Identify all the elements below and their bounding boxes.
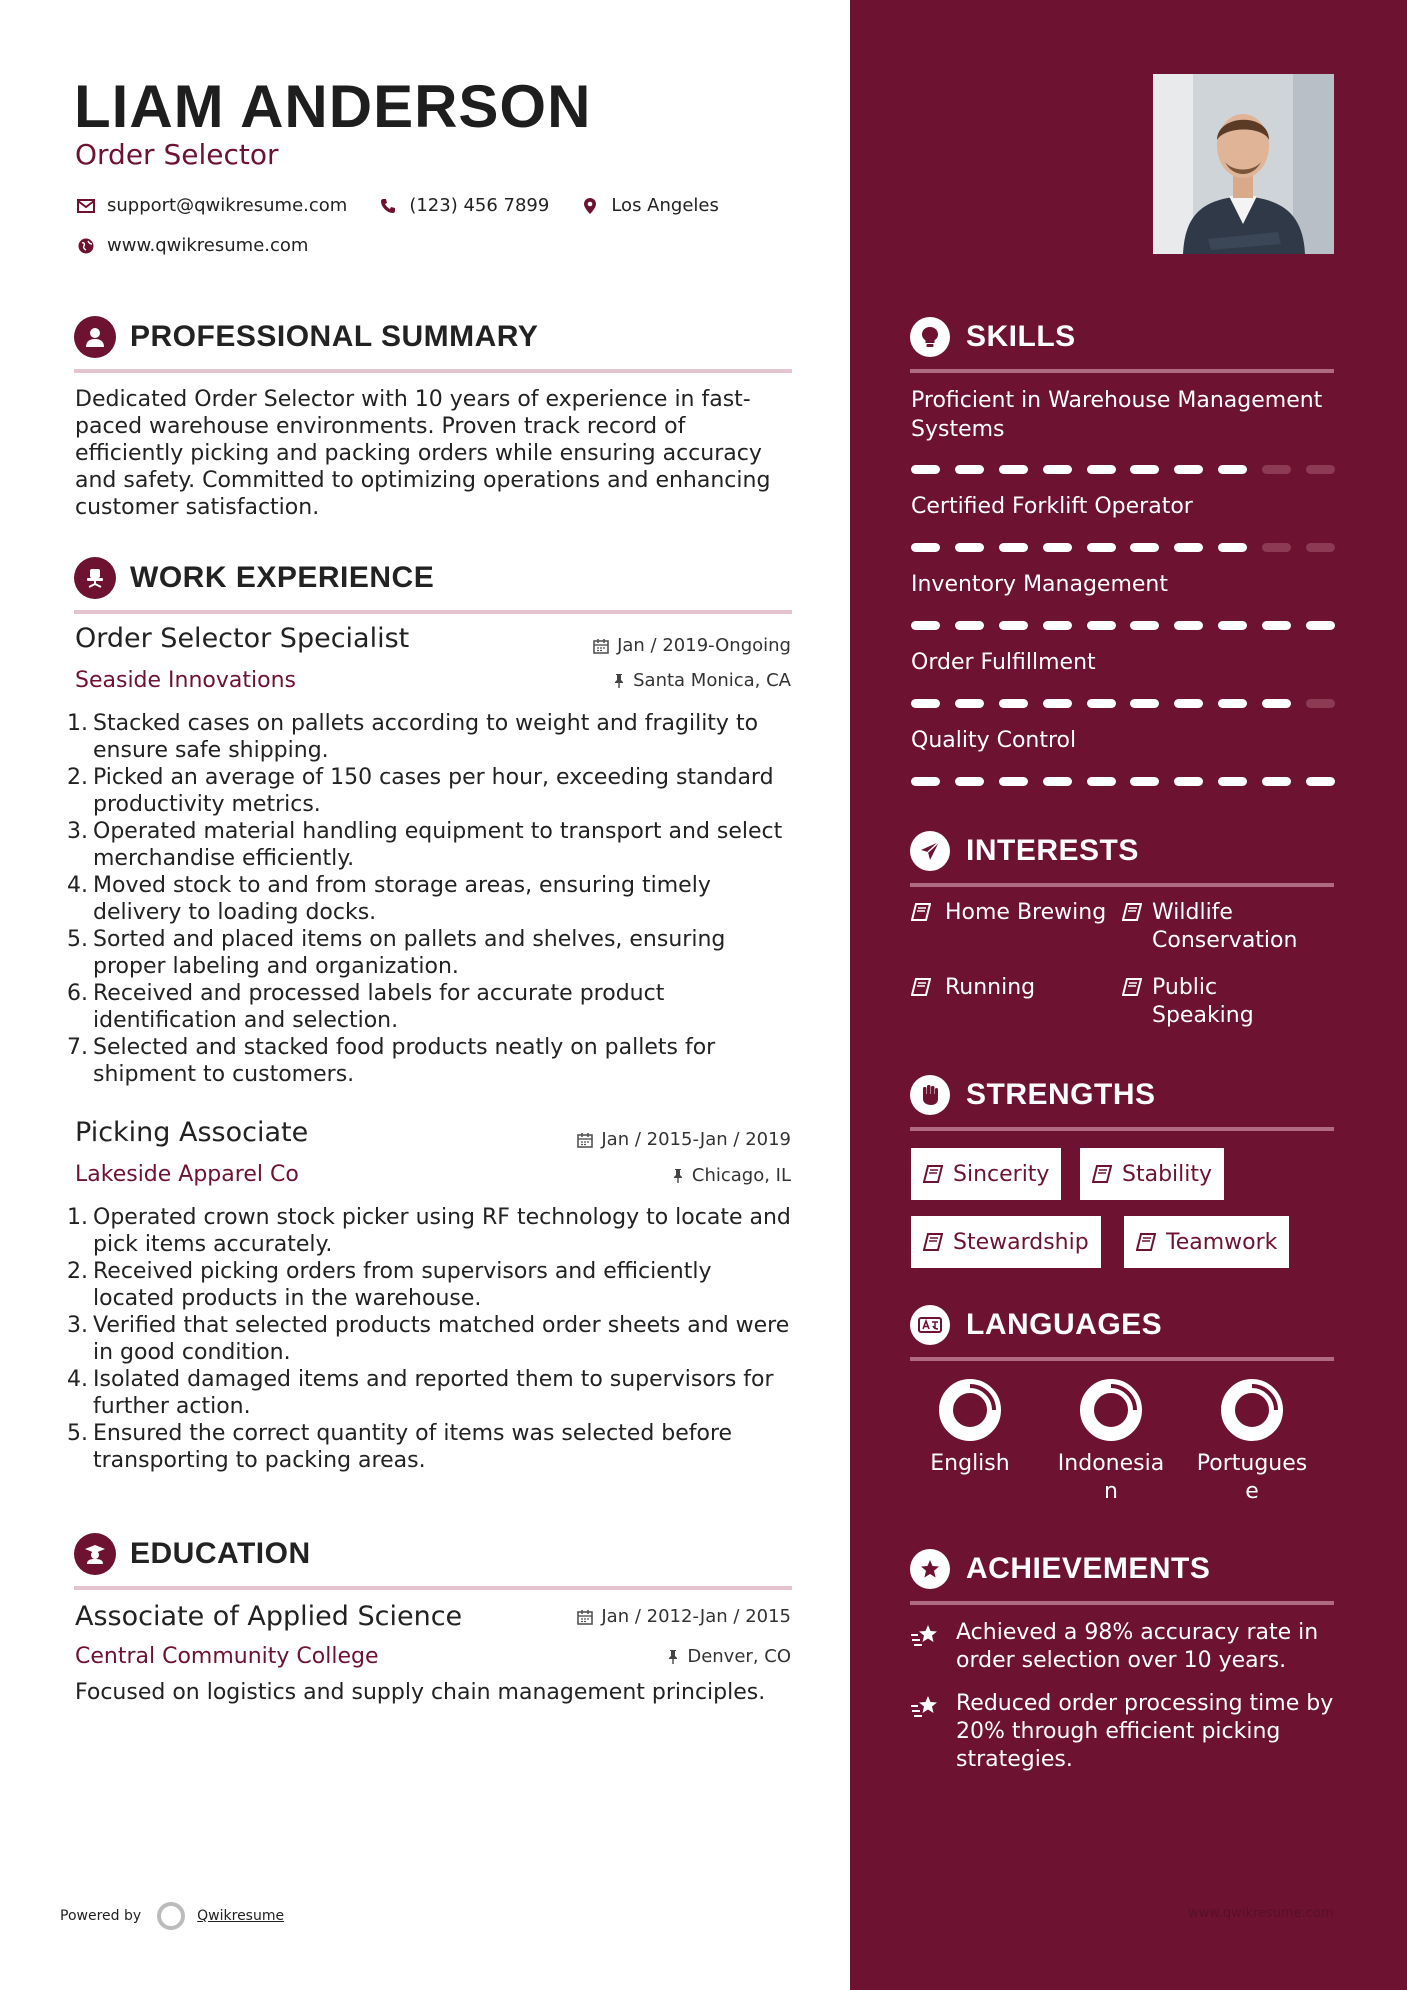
section-divider [74, 610, 792, 614]
skill-level-segment [1218, 621, 1247, 630]
education-section [74, 1532, 792, 1590]
interest-item [1122, 899, 1337, 955]
skill-level-segment [955, 465, 984, 474]
education-dates-text: Jan / 2012-Jan / 2015 [601, 1606, 791, 1627]
skill-level-segment [1218, 777, 1247, 786]
strengths-heading: STRENGTHS [966, 1078, 1156, 1111]
summary-text: Dedicated Order Selector with 10 years of experience in fast-paced warehouse environments. Proven track record of efficiently picking and packing orders while ensuring accuracy and safety. Committed to optimizing operations and enhancing customer satisfaction. [75, 387, 771, 520]
skill-level-segment [1262, 777, 1291, 786]
skill-level-segment [1087, 699, 1116, 708]
summary-section [74, 315, 792, 373]
job-2-dates [577, 1129, 791, 1150]
lightbulb-icon [910, 317, 950, 357]
list-item: 4. Isolated damaged items and reported them to supervisors for further action. [67, 1367, 774, 1419]
achievement-text: Achieved a 98% accuracy rate in order selection over 10 years. [956, 1620, 1319, 1673]
language-proficiency-ring [938, 1378, 1002, 1442]
bullet-text: Received picking orders from supervisors and efficiently located products in the warehouse. [93, 1259, 712, 1311]
bullet-text: Picked an average of 150 cases per hour, exceeding standard productivity metrics. [93, 765, 774, 817]
list-item: 4. Moved stock to and from storage areas, ensuring timely delivery to loading docks. [67, 873, 711, 925]
phone-icon [377, 198, 399, 214]
list-item: 2. Received picking orders from supervisors and efficiently located products in the warehouse. [67, 1259, 712, 1311]
book-icon [923, 1233, 943, 1251]
strength-label: Stability [1122, 1161, 1213, 1187]
skill-level-segment [1262, 699, 1291, 708]
skill-level-segment [955, 777, 984, 786]
skill-level-segment [1306, 621, 1335, 630]
pushpin-icon [667, 1649, 679, 1665]
job-2-title: Picking Associate [75, 1117, 309, 1148]
skill-2-level [911, 543, 1335, 552]
powered-by-label: Powered by [60, 1908, 142, 1924]
list-item: 1. Operated crown stock picker using RF technology to locate and pick items accurately. [67, 1205, 791, 1257]
pushpin-icon [613, 673, 625, 689]
skill-level-segment [1174, 465, 1203, 474]
strengths-section [910, 1073, 1334, 1131]
achievements-heading: ACHIEVEMENTS [966, 1552, 1211, 1585]
school-name: Central Community College [75, 1644, 379, 1669]
skill-level-segment [1043, 699, 1072, 708]
bullet-text: Selected and stacked food products neatly on pallets for shipment to customers. [93, 1035, 716, 1087]
skill-3-level [911, 621, 1335, 630]
user-icon [74, 316, 116, 358]
skill-level-segment [1306, 465, 1335, 474]
strength-label: Stewardship [953, 1229, 1089, 1255]
strength-chip [1124, 1216, 1289, 1268]
bullet-text: Operated crown stock picker using RF technology to locate and pick items accurately. [93, 1205, 791, 1257]
skill-level-segment [1262, 465, 1291, 474]
list-item: 3. Verified that selected products matched order sheets and were in good condition. [67, 1313, 790, 1365]
translate-icon [910, 1305, 950, 1345]
skill-level-segment [955, 543, 984, 552]
skill-4-name: Order Fulfillment [911, 650, 1096, 675]
skill-level-segment [999, 543, 1028, 552]
section-divider [910, 1127, 1334, 1131]
website-link[interactable]: www.qwikresume.com [107, 235, 309, 256]
skill-level-segment [1174, 777, 1203, 786]
skill-level-segment [911, 465, 940, 474]
list-item: 1. Stacked cases on pallets according to weight and fragility to ensure safe shipping. [67, 711, 759, 763]
skill-level-segment [1087, 621, 1116, 630]
phone-number[interactable]: (123) 456 7899 [409, 195, 550, 216]
skill-level-segment [1043, 621, 1072, 630]
skill-level-segment [999, 699, 1028, 708]
degree-title: Associate of Applied Science [75, 1601, 463, 1632]
language-label: Indonesian [1057, 1451, 1165, 1504]
calendar-icon [593, 638, 609, 654]
office-chair-icon [74, 557, 116, 599]
job-1-location [613, 670, 791, 691]
job-1-dates-text: Jan / 2019-Ongoing [617, 635, 791, 656]
profile-photo [1153, 74, 1334, 254]
book-icon [911, 974, 935, 1002]
education-location [667, 1646, 791, 1667]
strength-chip [911, 1216, 1101, 1268]
skill-level-segment [1043, 777, 1072, 786]
skill-level-segment [1130, 543, 1159, 552]
qwikresume-link[interactable]: Qwikresume [197, 1908, 285, 1924]
skill-level-segment [1174, 699, 1203, 708]
job-1-location-text: Santa Monica, CA [633, 670, 791, 691]
skill-level-segment [911, 543, 940, 552]
bullet-text: Isolated damaged items and reported them to supervisors for further action. [93, 1367, 774, 1419]
skill-1-name: Proficient in Warehouse Management Systems [911, 388, 1323, 442]
book-icon [1092, 1165, 1112, 1183]
list-item: 5. Sorted and placed items on pallets and shelves, ensuring proper labeling and organization. [67, 927, 726, 979]
bullet-text: Stacked cases on pallets according to weight and fragility to ensure safe shipping. [93, 711, 759, 763]
job-1-bullets [67, 710, 797, 1088]
language-proficiency-ring [1220, 1378, 1284, 1442]
map-pin-icon [579, 198, 601, 214]
bullet-text: Operated material handling equipment to transport and select merchandise efficiently. [93, 819, 783, 871]
interests-section [910, 829, 1334, 887]
summary-heading: PROFESSIONAL SUMMARY [130, 320, 539, 353]
strength-label: Teamwork [1166, 1229, 1278, 1255]
contact-row [75, 195, 719, 216]
contact-row-2 [75, 235, 308, 256]
calendar-icon [577, 1132, 593, 1148]
location-text: Los Angeles [611, 195, 719, 216]
achievement-item [910, 1690, 1334, 1774]
list-item: 7. Selected and stacked food products neatly on pallets for shipment to customers. [67, 1035, 716, 1087]
bullet-text: Verified that selected products matched order sheets and were in good condition. [93, 1313, 790, 1365]
skill-level-segment [1087, 777, 1116, 786]
list-item: 5. Ensured the correct quantity of items was selected before transporting to packing areas. [67, 1421, 733, 1473]
skill-level-segment [1218, 543, 1247, 552]
watermark-text: www.qwikresume.com [1188, 1906, 1334, 1921]
skill-level-segment [1087, 543, 1116, 552]
skill-level-segment [911, 699, 940, 708]
skill-4-level [911, 699, 1335, 708]
skills-section [910, 315, 1334, 373]
skill-level-segment [911, 777, 940, 786]
interest-label: Public Speaking [1152, 975, 1254, 1028]
languages-section [910, 1303, 1334, 1361]
list-item: 3. Operated material handling equipment to transport and select merchandise efficiently. [67, 819, 783, 871]
skill-1-level [911, 465, 1335, 474]
skill-3-name: Inventory Management [911, 572, 1168, 597]
interest-item [1122, 974, 1272, 1030]
skill-2-name: Certified Forklift Operator [911, 494, 1193, 519]
star-badge-icon [910, 1549, 950, 1589]
book-icon [1122, 899, 1142, 955]
education-dates [577, 1606, 791, 1627]
job-1-title: Order Selector Specialist [75, 623, 410, 654]
skill-level-segment [1130, 621, 1159, 630]
language-label: English [930, 1451, 1010, 1476]
book-icon [911, 899, 935, 927]
interest-label: Home Brewing [945, 900, 1107, 925]
email-link[interactable]: support@qwikresume.com [107, 195, 348, 216]
languages-heading: LANGUAGES [966, 1308, 1163, 1341]
bullet-text: Ensured the correct quantity of items was selected before transporting to packing areas. [93, 1421, 733, 1473]
skill-level-segment [1043, 465, 1072, 474]
language-item [1051, 1378, 1171, 1506]
bullet-text: Received and processed labels for accurate product identification and selection. [93, 981, 665, 1033]
language-proficiency-ring [1079, 1378, 1143, 1442]
section-divider [910, 883, 1334, 887]
graduate-icon [74, 1533, 116, 1575]
job-1-dates [593, 635, 791, 656]
section-divider [910, 1357, 1334, 1361]
interest-item [911, 974, 1111, 1002]
book-icon [1136, 1233, 1156, 1251]
job-2-company: Lakeside Apparel Co [75, 1162, 299, 1187]
star-hand-icon [910, 1690, 946, 1774]
skill-level-segment [1262, 543, 1291, 552]
section-divider [910, 369, 1334, 373]
skill-level-segment [1218, 699, 1247, 708]
strength-chip [911, 1148, 1061, 1200]
skill-level-segment [1130, 699, 1159, 708]
education-heading: EDUCATION [130, 1537, 311, 1570]
language-item [910, 1378, 1030, 1478]
skill-level-segment [1218, 465, 1247, 474]
achievement-item [910, 1619, 1334, 1675]
job-1-company: Seaside Innovations [75, 668, 296, 693]
experience-section [74, 556, 792, 614]
qwikresume-logo-icon [157, 1902, 185, 1930]
job-2-bullets [67, 1204, 797, 1474]
language-item [1192, 1378, 1312, 1506]
strength-label: Sincerity [953, 1161, 1050, 1187]
star-hand-icon [910, 1619, 946, 1675]
job-2-location [672, 1165, 791, 1186]
interest-item [911, 899, 1111, 927]
skill-level-segment [1174, 621, 1203, 630]
skill-5-name: Quality Control [911, 728, 1077, 753]
experience-heading: WORK EXPERIENCE [130, 561, 435, 594]
job-title: Order Selector [75, 138, 279, 171]
section-divider [74, 369, 792, 373]
skill-level-segment [1043, 543, 1072, 552]
list-item: 6. Received and processed labels for accurate product identification and selection. [67, 981, 665, 1033]
education-description: Focused on logistics and supply chain management principles. [75, 1680, 766, 1705]
strength-chip [1080, 1148, 1224, 1200]
interests-heading: INTERESTS [966, 834, 1139, 867]
skill-level-segment [955, 699, 984, 708]
fist-icon [910, 1075, 950, 1115]
skill-level-segment [999, 621, 1028, 630]
bullet-text: Sorted and placed items on pallets and shelves, ensuring proper labeling and organization. [93, 927, 726, 979]
skill-level-segment [1306, 543, 1335, 552]
skills-heading: SKILLS [966, 320, 1076, 353]
powered-by [60, 1902, 284, 1930]
section-divider [910, 1601, 1334, 1605]
achievements-section [910, 1547, 1334, 1605]
job-2-dates-text: Jan / 2015-Jan / 2019 [601, 1129, 791, 1150]
globe-icon [75, 238, 97, 254]
paper-plane-icon [910, 831, 950, 871]
skill-level-segment [1306, 777, 1335, 786]
interest-label: Running [945, 975, 1036, 1000]
interest-label: Wildlife Conservation [1152, 900, 1298, 953]
skill-level-segment [1130, 465, 1159, 474]
skill-level-segment [1262, 621, 1291, 630]
book-icon [923, 1165, 943, 1183]
skill-level-segment [999, 777, 1028, 786]
pushpin-icon [672, 1168, 684, 1184]
skill-level-segment [1087, 465, 1116, 474]
book-icon [1122, 974, 1142, 1030]
list-item: 2. Picked an average of 150 cases per hour, exceeding standard productivity metrics. [67, 765, 774, 817]
candidate-name: LIAM ANDERSON [74, 73, 592, 140]
section-divider [74, 1586, 792, 1590]
bullet-text: Moved stock to and from storage areas, ensuring timely delivery to loading docks. [93, 873, 711, 925]
skill-level-segment [955, 621, 984, 630]
envelope-icon [75, 199, 97, 213]
skill-level-segment [1306, 699, 1335, 708]
skill-5-level [911, 777, 1335, 786]
calendar-icon [577, 1609, 593, 1625]
skill-level-segment [911, 621, 940, 630]
skill-level-segment [999, 465, 1028, 474]
education-location-text: Denver, CO [687, 1646, 791, 1667]
job-2-location-text: Chicago, IL [691, 1165, 791, 1186]
skill-level-segment [1174, 543, 1203, 552]
achievement-text: Reduced order processing time by 20% through efficient picking strategies. [956, 1691, 1334, 1772]
skill-level-segment [1130, 777, 1159, 786]
language-label: Portuguese [1196, 1451, 1308, 1504]
